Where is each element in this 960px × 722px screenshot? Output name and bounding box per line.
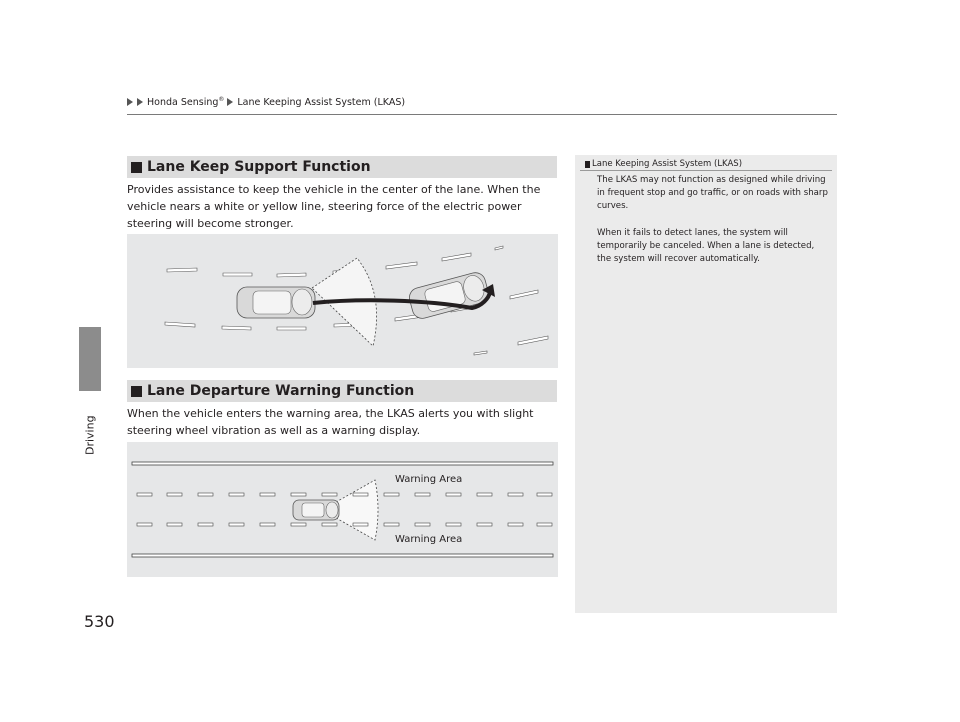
note-paragraph: When it fails to detect lanes, the system will temporarily be canceled. When a lane is detected, the system will recover automatically. [597,228,815,264]
note-divider [580,170,832,171]
note-marker-icon [585,161,590,168]
vehicle-icon [237,287,315,318]
side-tab-label: Driving [83,415,97,455]
header-divider [127,114,837,115]
page-number: 530 [84,612,115,631]
section-title: Lane Keep Support Function [147,159,371,175]
section-title: Lane Departure Warning Function [147,383,415,399]
vehicle-icon [293,500,339,520]
lane-keep-diagram [127,234,558,368]
breadcrumb-arrow-icon [227,98,233,106]
lane-departure-diagram [127,442,558,577]
side-tab [79,327,101,391]
figure-lane-keep-support [127,234,558,368]
vehicle-icon [407,270,490,320]
road-edge [132,462,553,465]
section-body: When the vehicle enters the warning area, the LKAS alerts you with slight steering wheel vibration as well as a warning display. [127,407,534,437]
figure-lane-departure-warning [127,442,558,577]
note-paragraph: The LKAS may not function as designed while driving in frequent stop and go traffic, or on roads with sharp curves. [597,175,828,211]
breadcrumb-arrow-icon [127,98,133,106]
section-square-icon [131,386,142,397]
breadcrumb-item-honda-sensing[interactable]: Honda Sensing® [147,96,225,109]
warning-area-label-top: Warning Area [395,474,463,485]
note-title: Lane Keeping Assist System (LKAS) [585,159,742,169]
warning-area-label-bottom: Warning Area [395,534,463,545]
section-square-icon [131,162,142,173]
section-body: Provides assistance to keep the vehicle in the center of the lane. When the vehicle nears a white or yellow line, steering force of the electric power steering will become stronger. [127,183,541,230]
road-edge [132,554,553,557]
side-note [575,155,837,613]
section-heading-lane-departure-warning [127,380,557,402]
section-heading-lane-keep-support [127,156,557,178]
breadcrumb-item-lkas[interactable]: Lane Keeping Assist System (LKAS) [237,96,406,108]
breadcrumb [127,96,405,108]
breadcrumb-arrow-icon [137,98,143,106]
